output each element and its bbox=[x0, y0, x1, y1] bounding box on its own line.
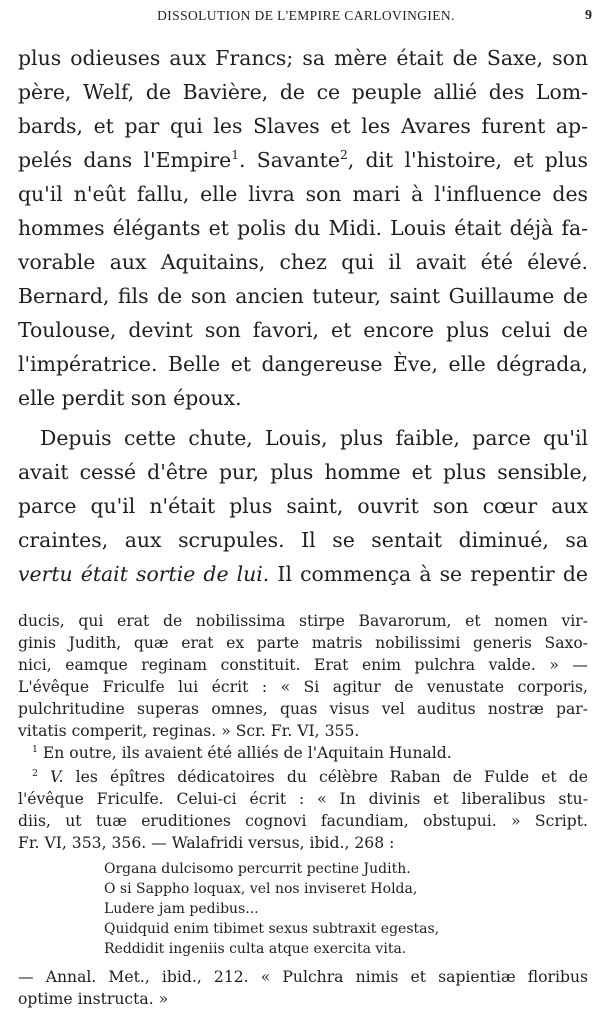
body-line: avait cessé d'être pur, plus homme et plus sensible, bbox=[18, 460, 588, 484]
running-header bbox=[0, 8, 612, 28]
body-line: Bernard, fils de son ancien tuteur, saint Guillaume de bbox=[18, 284, 588, 308]
footnote-line: vitatis comperit, reginas. » Scr. Fr. VI, 355. bbox=[18, 722, 360, 740]
footnote-line: pulchritudine superas omnes, quas visus vel auditus nostræ par- bbox=[18, 700, 588, 718]
footnote-ref-1: 1 bbox=[231, 148, 240, 163]
footnote-line: L'évêque Friculfe lui écrit : « Si agitur de venustate corporis, bbox=[18, 678, 588, 696]
footnote-line: nici, eamque reginam constituit. Erat enim pulchra valde. » — bbox=[18, 656, 588, 674]
body-line: craintes, aux scrupules. Il se sentait diminué, sa bbox=[18, 528, 588, 552]
body-line: parce qu'il n'était plus saint, ouvrit son cœur aux bbox=[18, 494, 588, 518]
footnote-line: l'évêque Friculfe. Celui-ci écrit : « In divinis et liberalibus stu- bbox=[18, 790, 588, 808]
body-line: vertu était sortie de lui. Il commença à se repentir de bbox=[18, 562, 588, 586]
footnote-1: $^1$ En outre, ils avaient été alliés de l'Aquitain Hunald. bbox=[32, 743, 452, 762]
body-line: qu'il n'eût fallu, elle livra son mari à l'influence des bbox=[18, 182, 588, 206]
italic-phrase: vertu était sortie de lui. bbox=[18, 562, 270, 586]
running-title: DISSOLUTION DE L'EMPIRE CARLOVINGIEN. bbox=[157, 8, 455, 23]
body-line: bards, et par qui les Slaves et les Avares furent ap- bbox=[18, 114, 588, 138]
footnote-marker: 1 bbox=[32, 743, 38, 755]
body-line: pelés dans l'Empire$^1$. Savante$^2$, dit l'histoire, et plus bbox=[18, 148, 588, 172]
footnote-line: ginis Judith, quæ erat ex parte matris nobilissimi generis Saxo- bbox=[18, 634, 588, 652]
poem-line: Quidquid enim tibimet sexus subtraxit egestas, bbox=[104, 921, 440, 937]
poem-line: Organa dulcisomo percurrit pectine Judith. bbox=[104, 861, 411, 877]
footnote-2: $^2$ V. les épîtres dédicatoires du célèbre Raban de Fulde et de bbox=[32, 767, 588, 786]
footnote-line: ducis, qui erat de nobilissima stirpe Bavarorum, et nomen vir- bbox=[18, 612, 588, 630]
footnote-line: optime instructa. » bbox=[18, 990, 169, 1008]
page-number: 9 bbox=[585, 8, 592, 23]
footnote-line: — Annal. Met., ibid., 212. « Pulchra nimis et sapientiæ floribus bbox=[18, 968, 588, 986]
footnote-line: diis, ut tuæ eruditiones cognovi facundiam, obstupui. » Script. bbox=[18, 812, 588, 830]
footnote-ref-2: 2 bbox=[339, 148, 348, 163]
poem-line: O si Sappho loquax, vel nos inviseret Holda, bbox=[104, 881, 418, 897]
body-line: l'impératrice. Belle et dangereuse Ève, elle dégrada, bbox=[18, 352, 588, 376]
body-line: Toulouse, devint son favori, et encore plus celui de bbox=[18, 318, 588, 342]
body-line: vorable aux Aquitains, chez qui il avait été élevé. bbox=[18, 250, 588, 274]
body-line: plus odieuses aux Francs; sa mère était de Saxe, son bbox=[18, 46, 588, 70]
body-line: père, Welf, de Bavière, de ce peuple allié des Lom- bbox=[18, 80, 588, 104]
poem-line: Ludere jam pedibus... bbox=[104, 901, 259, 917]
poem-line: Reddidit ingeniis culta atque exercita vita. bbox=[104, 941, 407, 957]
footnote-line: Fr. VI, 353, 356. — Walafridi versus, ibid., 268 : bbox=[18, 834, 395, 852]
body-line: elle perdit son époux. bbox=[18, 386, 242, 410]
footnote-marker: 2 bbox=[32, 767, 38, 779]
body-line: hommes élégants et polis du Midi. Louis était déjà fa- bbox=[18, 216, 588, 240]
body-line: Depuis cette chute, Louis, plus faible, parce qu'il bbox=[40, 426, 588, 450]
